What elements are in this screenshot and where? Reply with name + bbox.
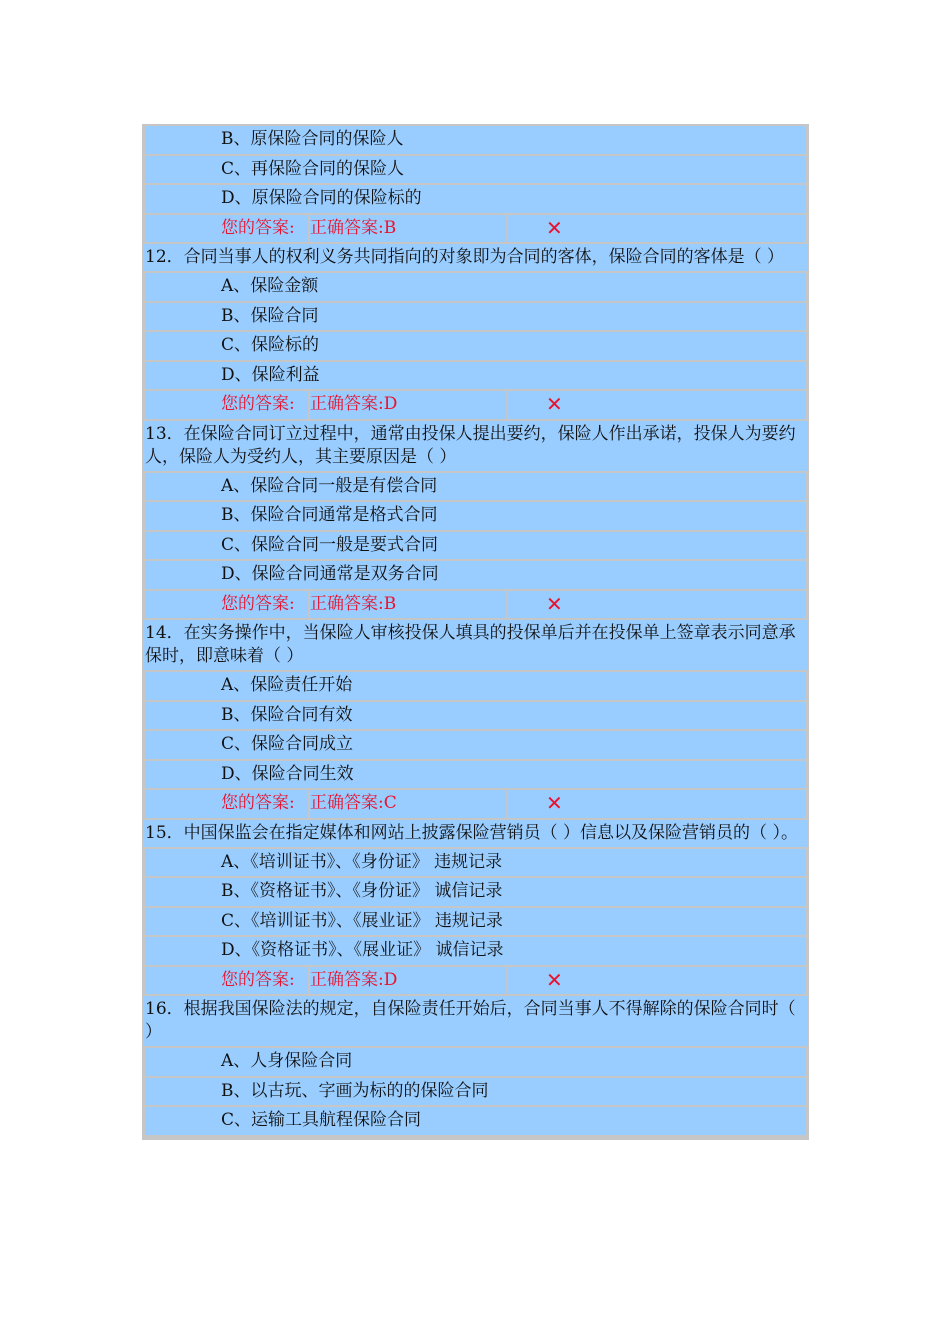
answer-row [145, 790, 806, 818]
option-row[interactable]: B、以古玩、字画为标的的保险合同 [145, 1078, 806, 1106]
correct-answer-label: 正确答案: [310, 394, 384, 414]
question-text: 13．在保险合同订立过程中，通常由投保人提出要约，保险人作出承诺，投保人为要约人，保险人为受约人，其主要原因是（ ） [143, 421, 808, 471]
correct-answer-cell [310, 391, 506, 419]
wrong-mark-icon: ✕ [546, 591, 563, 616]
option-row[interactable]: A、保险合同一般是有偿合同 [145, 473, 806, 501]
option-row[interactable]: C、《培训证书》、《展业证》 违规记录 [145, 908, 806, 936]
option-row[interactable]: C、保险合同一般是要式合同 [145, 532, 806, 560]
correct-answer-label: 正确答案: [310, 793, 384, 813]
correct-answer-cell [310, 591, 506, 619]
option-row[interactable]: A、保险责任开始 [145, 672, 806, 700]
option-row[interactable]: D、原保险合同的保险标的 [145, 185, 806, 213]
option-row[interactable]: C、保险标的 [145, 332, 806, 360]
option-row[interactable]: C、保险合同成立 [145, 731, 806, 759]
answer-row [145, 591, 806, 619]
your-answer-label: 您的答案: [221, 593, 295, 614]
option-row[interactable]: C、再保险合同的保险人 [145, 156, 806, 184]
your-answer-label: 您的答案: [221, 969, 295, 990]
wrong-mark-icon: ✕ [546, 967, 563, 992]
your-answer-label: 您的答案: [221, 394, 295, 414]
your-answer-cell [145, 967, 308, 995]
option-row[interactable]: C、运输工具航程保险合同 [145, 1107, 806, 1135]
your-answer-cell [145, 215, 308, 243]
option-row[interactable]: A、保险金额 [145, 273, 806, 301]
correct-answer-label: 正确答案: [310, 217, 384, 238]
wrong-mark-icon: ✕ [546, 791, 563, 815]
quiz-table [142, 124, 809, 1140]
correct-answer-value: B [383, 217, 397, 238]
correct-answer-cell [310, 790, 506, 818]
option-row[interactable]: A、《培训证书》、《身份证》 违规记录 [145, 849, 806, 877]
result-cell [508, 790, 806, 818]
result-cell [508, 967, 806, 995]
wrong-mark-icon: ✕ [546, 392, 563, 416]
answer-row [145, 391, 806, 419]
question-text: 15．中国保监会在指定媒体和网站上披露保险营销员（ ）信息以及保险营销员的（ ）。 [143, 820, 808, 847]
result-cell [508, 391, 806, 419]
your-answer-label: 您的答案: [221, 217, 295, 238]
correct-answer-value: C [383, 793, 397, 813]
option-row[interactable]: B、《资格证书》、《身份证》 诚信记录 [145, 878, 806, 906]
option-row[interactable]: D、保险利益 [145, 362, 806, 390]
option-row[interactable]: D、保险合同生效 [145, 761, 806, 789]
question-text: 16．根据我国保险法的规定，自保险责任开始后，合同当事人不得解除的保险合同时（ ） [143, 996, 808, 1046]
correct-answer-value: D [383, 969, 398, 990]
your-answer-cell [145, 790, 308, 818]
your-answer-label: 您的答案: [221, 793, 295, 813]
your-answer-cell [145, 591, 308, 619]
correct-answer-cell [310, 967, 506, 995]
correct-answer-label: 正确答案: [310, 969, 384, 990]
option-row[interactable]: D、《资格证书》、《展业证》 诚信记录 [145, 937, 806, 965]
option-row[interactable]: A、人身保险合同 [145, 1048, 806, 1076]
correct-answer-label: 正确答案: [310, 593, 384, 614]
option-row[interactable]: D、保险合同通常是双务合同 [145, 561, 806, 589]
question-text: 12．合同当事人的权利义务共同指向的对象即为合同的客体，保险合同的客体是（ ） [143, 244, 808, 271]
option-row[interactable]: B、保险合同 [145, 303, 806, 331]
correct-answer-cell [310, 215, 506, 243]
option-row[interactable]: B、原保险合同的保险人 [145, 126, 806, 154]
option-row[interactable]: B、保险合同通常是格式合同 [145, 502, 806, 530]
option-row[interactable]: B、保险合同有效 [145, 702, 806, 730]
correct-answer-value: D [383, 394, 398, 414]
answer-row [145, 215, 806, 243]
correct-answer-value: B [383, 593, 397, 614]
wrong-mark-icon: ✕ [546, 215, 563, 240]
answer-row [145, 967, 806, 995]
your-answer-cell [145, 391, 308, 419]
result-cell [508, 591, 806, 619]
question-text: 14．在实务操作中，当保险人审核投保人填具的投保单后并在投保单上签章表示同意承保时，即意味着（ ） [143, 620, 808, 670]
result-cell [508, 215, 806, 243]
